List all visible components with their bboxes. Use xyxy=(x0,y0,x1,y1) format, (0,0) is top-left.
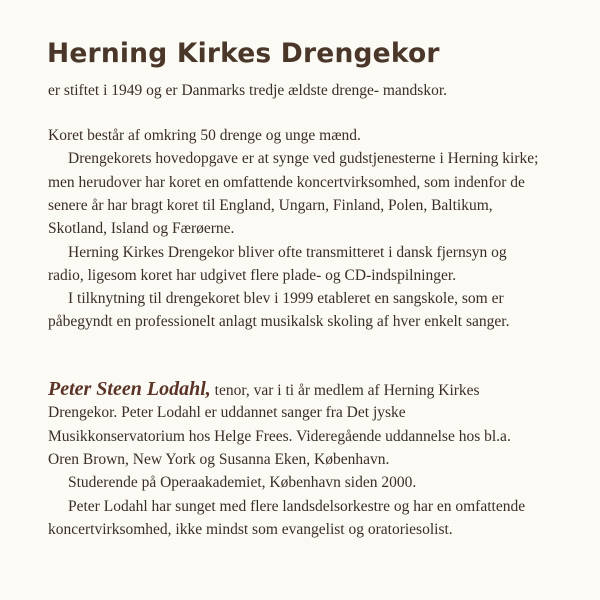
soloist-line: Peter Lodahl har sunget med flere landsdelsorkestre og har en omfattende xyxy=(68,498,526,515)
choir-line: men herudover har koret en omfattende koncertvirksomhed, som indenfor de xyxy=(48,174,525,191)
page-title: Herning Kirkes Drengekor xyxy=(47,38,440,69)
soloist-line: Oren Brown, New York og Susanna Eken, København. xyxy=(48,451,390,468)
choir-line: påbegyndt en professionelt anlagt musikalsk skoling af hver enkelt sanger. xyxy=(48,313,510,330)
soloist-line: Musikkonservatorium hos Helge Frees. Videregående uddannelse hos bl.a. xyxy=(48,428,511,445)
soloist-intro: tenor, var i ti år medlem af Herning Kirkes xyxy=(210,382,480,399)
soloist-line: Studerende på Operaakademiet, København siden 2000. xyxy=(68,474,417,491)
intro-text: er stiftet i 1949 og er Danmarks tredje ældste drenge- mandskor. xyxy=(48,82,448,99)
choir-line: radio, ligesom koret har udgivet flere plade- og CD-indspilninger. xyxy=(48,267,457,284)
soloist-first-line xyxy=(48,379,480,401)
soloist-name: Peter Steen Lodahl, xyxy=(48,378,211,400)
choir-line: Skotland, Island og Færøerne. xyxy=(48,220,235,237)
soloist-line: koncertvirksomhed, ikke mindst som evangelist og oratoriesolist. xyxy=(48,521,453,538)
choir-line: Herning Kirkes Drengekor bliver ofte transmitteret i dansk fjernsyn og xyxy=(68,244,507,261)
choir-line: I tilknytning til drengekoret blev i 1999 etableret en sangskole, som er xyxy=(68,290,504,307)
choir-line: senere år har bragt koret til England, Ungarn, Finland, Polen, Baltikum, xyxy=(48,197,493,214)
soloist-line: Drengekor. Peter Lodahl er uddannet sanger fra Det jyske xyxy=(48,404,406,421)
choir-line: Drengekorets hovedopgave er at synge ved gudstjenesterne i Herning kirke; xyxy=(68,150,539,167)
choir-line: Koret består af omkring 50 drenge og unge mænd. xyxy=(48,127,361,144)
